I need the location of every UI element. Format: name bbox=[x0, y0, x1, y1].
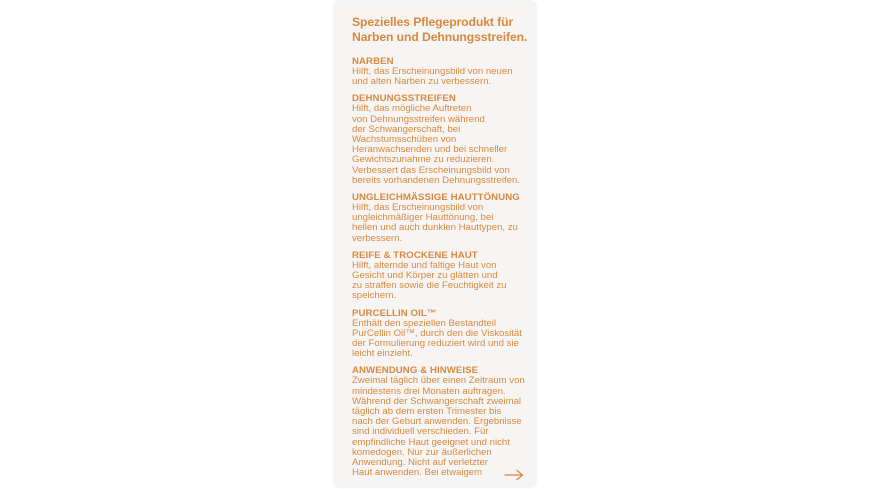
section-purcellin-oil bbox=[352, 308, 528, 360]
section-title: REIFE & TROCKENE HAUT bbox=[352, 249, 478, 261]
product-info-card bbox=[334, 1, 536, 487]
section-text: Zweimal täglich über einen Zeitraum von mindestens drei Monaten auftragen. Während der Schwangerschaft zweimal täglich ab dem ersten Trimester bis nach der Geburt anwenden. Ergebnisse sind individuell verschieden. Für empfindliche Haut geeignet und nicht komedogen. Nur zur äußerlichen Anwendung. Nicht auf verletzter Haut anwenden. Bei etwaigem bbox=[352, 375, 525, 479]
section-hauttoenung bbox=[352, 192, 528, 244]
section-text: Hilft, das mögliche Auftreten von Dehnungsstreifen während der Schwangerschaft, bei Wachstumsschüben von Heranwachsenden und bei schneller Gewichtszunahme zu reduzieren. Verbessert das Erscheinungsbild von bereits vorhandenen Dehnungsstreifen. bbox=[352, 103, 521, 186]
section-anwendung bbox=[352, 365, 528, 478]
section-text: Hilft, das Erscheinungsbild von neuen und alten Narben zu verbessern. bbox=[352, 66, 513, 88]
section-title: PURCELLIN OIL™ bbox=[352, 307, 437, 319]
section-text: Hilft, das Erscheinungsbild von ungleichmäßiger Hauttönung, bei hellen und auch dunklen Hauttypen, zu verbessern. bbox=[352, 202, 518, 244]
section-narben bbox=[352, 56, 528, 87]
headline: Spezielles Pflegeprodukt für Narben und Dehnungsstreifen. bbox=[352, 15, 528, 44]
section-text: Enthält den speziellen Bestandteil PurCellin Oil™, durch den die Viskosität der Formulierung reduziert wird und sie leicht einzieht. bbox=[352, 317, 522, 360]
section-dehnungsstreifen bbox=[352, 93, 528, 186]
product-info-content bbox=[352, 15, 528, 485]
arrow-right-icon[interactable] bbox=[504, 469, 524, 481]
section-title: UNGLEICHMÄSSIGE HAUTTÖNUNG bbox=[352, 192, 520, 204]
section-text: Hilft, alternde und faltige Haut von Gesicht und Körper zu glätten und zu straffen sowie die Feuchtigkeit zu speichern. bbox=[352, 259, 507, 302]
section-title: DEHNUNGSSTREIFEN bbox=[352, 93, 456, 105]
section-reife-haut bbox=[352, 250, 528, 302]
section-title: ANWENDUNG & HINWEISE bbox=[352, 365, 479, 377]
section-title: NARBEN bbox=[352, 56, 394, 67]
